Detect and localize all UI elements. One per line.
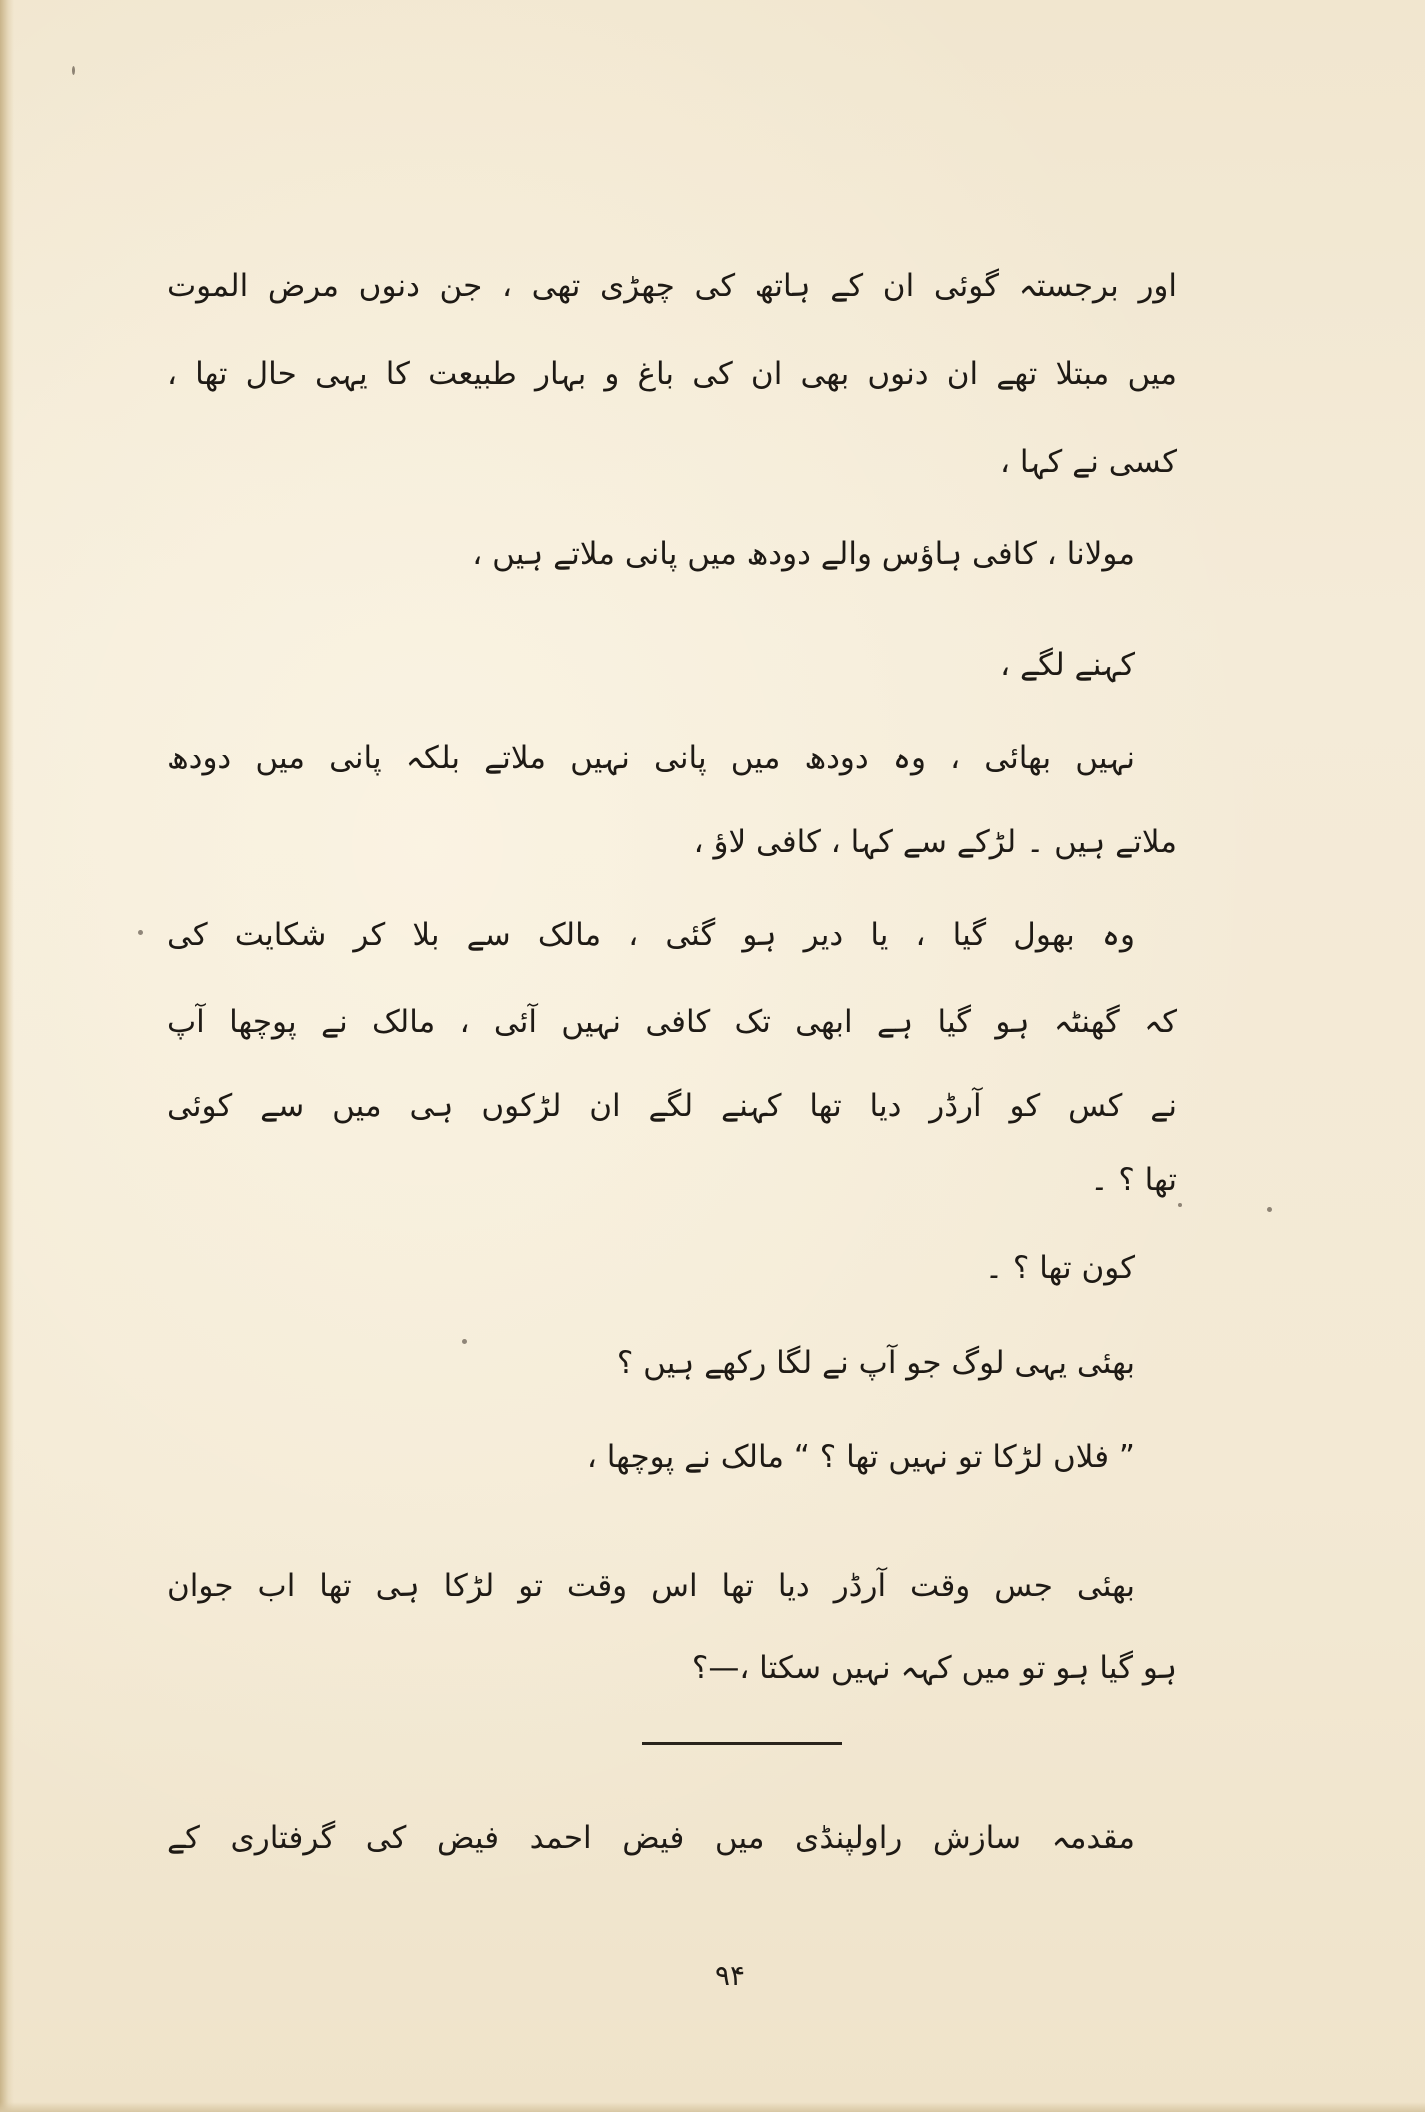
paragraph-line: نے کس کو آرڈر دیا تھا کہنے لگے ان لڑکوں ہی میں سے کوئی (167, 1088, 1177, 1124)
ink-speck (1178, 1203, 1182, 1207)
paragraph-line: اور برجستہ گوئی ان کے ہاتھ کی چھڑی تھی ، جن دنوں مرض الموت (167, 268, 1177, 304)
paragraph-line: بھئی جس وقت آرڈر دیا تھا اس وقت تو لڑکا ہی تھا اب جوان (167, 1568, 1135, 1604)
paragraph-line: مولانا ، کافی ہاؤس والے دودھ میں پانی ملاتے ہیں ، (472, 536, 1135, 572)
paragraph-line: مقدمہ سازش راولپنڈی میں فیض احمد فیض کی گرفتاری کے (167, 1820, 1135, 1856)
paragraph-line: کسی نے کہا ، (1000, 444, 1177, 480)
paragraph-line: کہ گھنٹہ ہو گیا ہے ابھی تک کافی نہیں آئی ، مالک نے پوچھا آپ (167, 1004, 1177, 1040)
paragraph-line: وہ بھول گیا ، یا دیر ہو گئی ، مالک سے بلا کر شکایت کی (167, 917, 1135, 953)
ink-speck (138, 930, 143, 935)
ink-speck (72, 66, 75, 75)
paragraph-line: تھا ؟ ۔ (1090, 1162, 1177, 1198)
page-number: ۹۴ (714, 1959, 746, 1992)
ink-speck (1267, 1207, 1272, 1212)
paragraph-line: ” فلاں لڑکا تو نہیں تھا ؟ “ مالک نے پوچھا ، (586, 1439, 1135, 1475)
section-divider (642, 1742, 842, 1745)
page-edge-left (0, 0, 14, 2112)
page-edge-bottom (0, 2102, 1425, 2112)
paragraph-line: میں مبتلا تھے ان دنوں بھی ان کی باغ و بہار طبیعت کا یہی حال تھا ، (167, 356, 1177, 392)
paragraph-line: کہنے لگے ، (1000, 647, 1135, 683)
paragraph-line: ہو گیا ہو تو میں کہہ نہیں سکتا ،—؟ (691, 1650, 1177, 1686)
paragraph-line: کون تھا ؟ ۔ (984, 1250, 1135, 1286)
paragraph-line: بھئی یہی لوگ جو آپ نے لگا رکھے ہیں ؟ (616, 1345, 1135, 1381)
paragraph-line: ملاتے ہیں ۔ لڑکے سے کہا ، کافی لاؤ ، (693, 824, 1177, 860)
paragraph-line: نہیں بھائی ، وہ دودھ میں پانی نہیں ملاتے بلکہ پانی میں دودھ (167, 740, 1135, 776)
